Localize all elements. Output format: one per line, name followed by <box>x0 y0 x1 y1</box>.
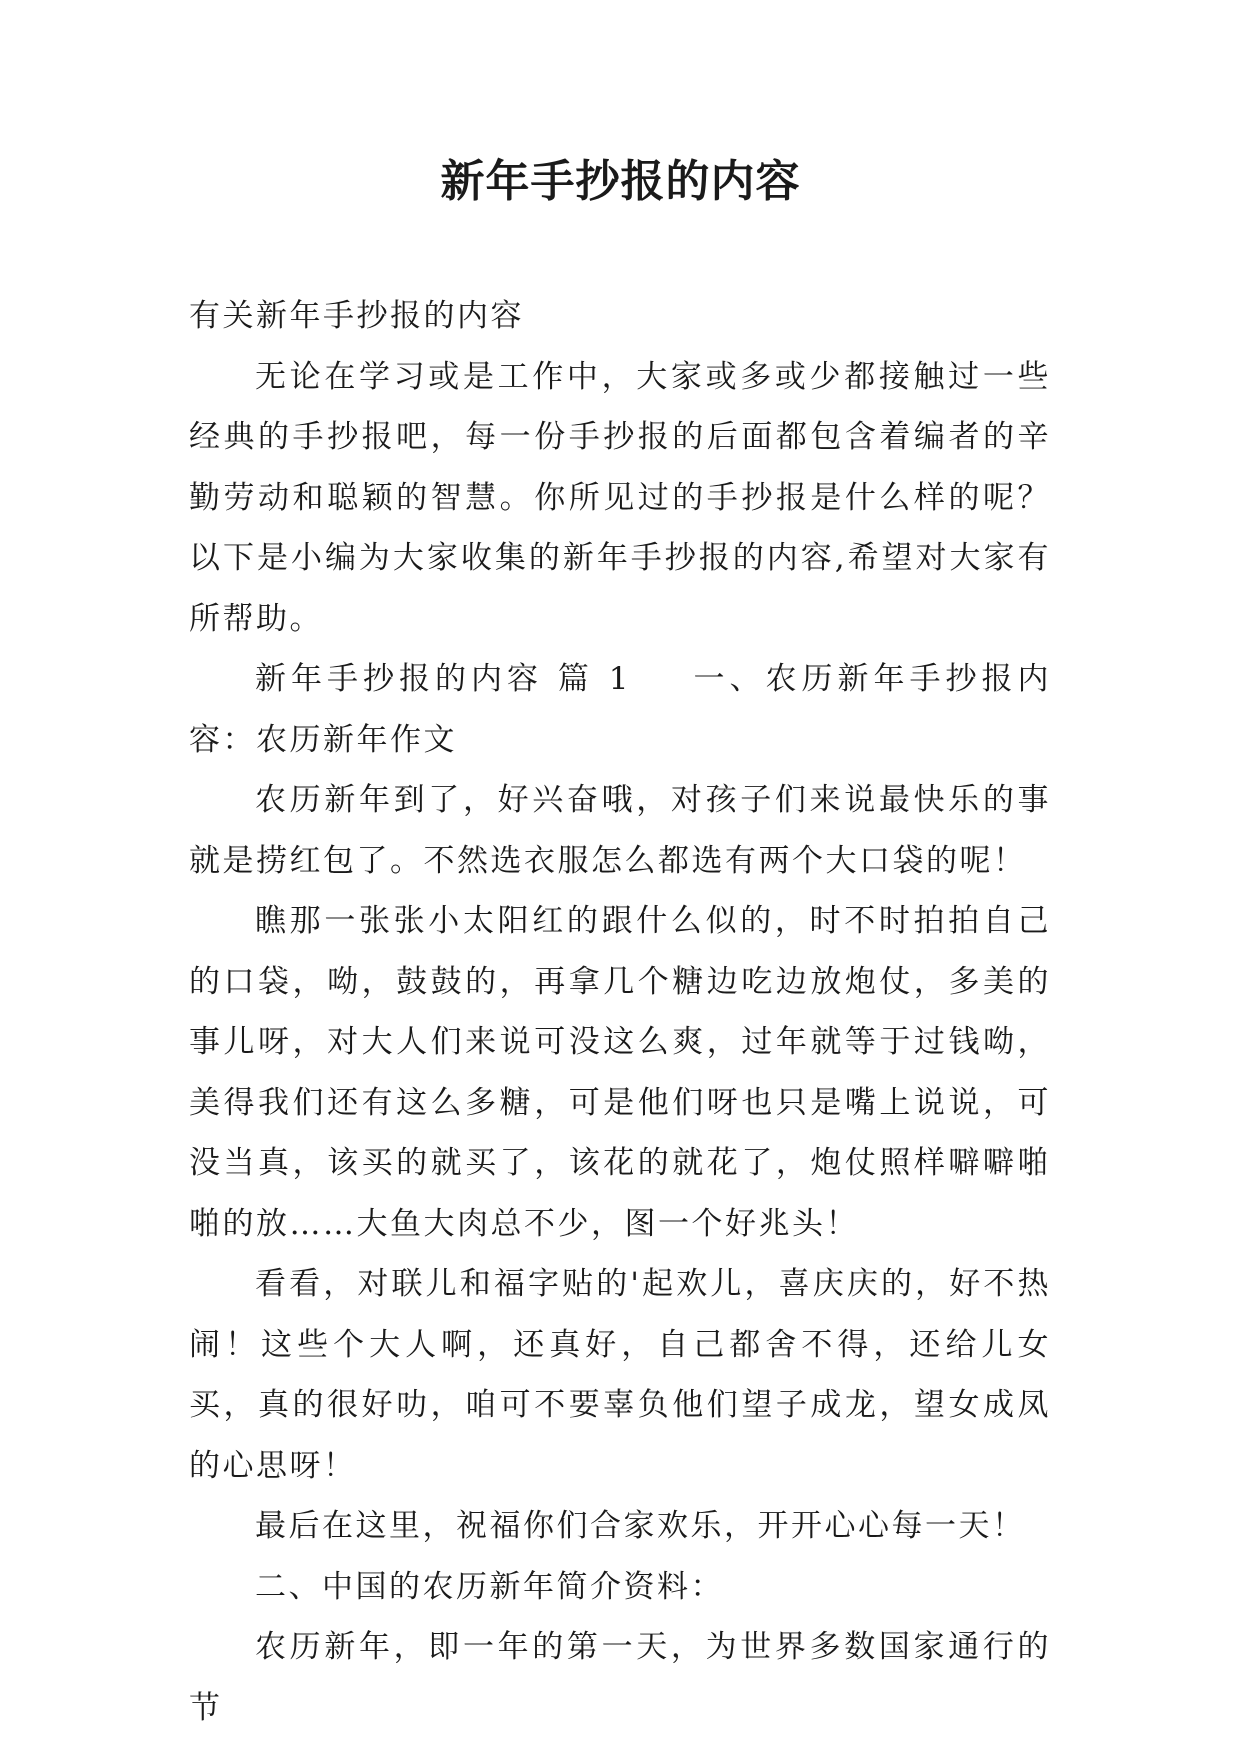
paragraph-intro: 无论在学习或是工作中，大家或多或少都接触过一些经典的手抄报吧，每一份手抄报的后面都包含着编者的辛勤劳动和聪颖的智慧。你所见过的手抄报是什么样的呢？以下是小编为大家收集的新年手抄报的内容,希望对大家有所帮助。 <box>189 358 1051 637</box>
document-title: 新年手抄报的内容 <box>440 156 801 207</box>
paragraph-subheading: 二、中国的农历新年简介资料： <box>255 1568 724 1605</box>
paragraph-subtitle: 有关新年手抄报的内容 <box>189 298 524 334</box>
paragraph-section-heading <box>189 649 1051 770</box>
section-subheading: 一、农历新年手抄报内容：农历新年作文 <box>189 661 1051 758</box>
paragraph-body: 最后在这里，祝福你们合家欢乐，开开心心每一天！ <box>255 1508 1026 1544</box>
paragraph-body: 农历新年，即一年的第一天，为世界多数国家通行的节 <box>189 1629 1051 1726</box>
document-body <box>189 286 1051 1738</box>
paragraph-body: 瞧那一张张小太阳红的跟什么似的，时不时拍拍自己的口袋，呦，鼓鼓的，再拿几个糖边吃边放炮仗，多美的事儿呀，对大人们来说可没这么爽，过年就等于过钱呦，美得我们还有这么多糖，可是他们呀也只是嘴上说说，可没当真，该买的就买了，该花的就花了，炮仗照样噼噼啪啪的放……大鱼大肉总不少，图一个好兆头！ <box>189 903 1051 1242</box>
section-label: 新年手抄报的内容 篇 1 <box>255 661 631 697</box>
paragraph-body: 看看，对联儿和福字贴的'起欢儿，喜庆庆的，好不热闹！这些个大人啊，还真好，自己都舍不得，还给儿女买，真的很好叻，咱可不要辜负他们望子成龙，望女成凤的心思呀！ <box>189 1266 1051 1484</box>
paragraph-body: 农历新年到了，好兴奋哦，对孩子们来说最快乐的事就是捞红包了。不然选衣服怎么都选有两个大口袋的呢！ <box>189 782 1051 879</box>
